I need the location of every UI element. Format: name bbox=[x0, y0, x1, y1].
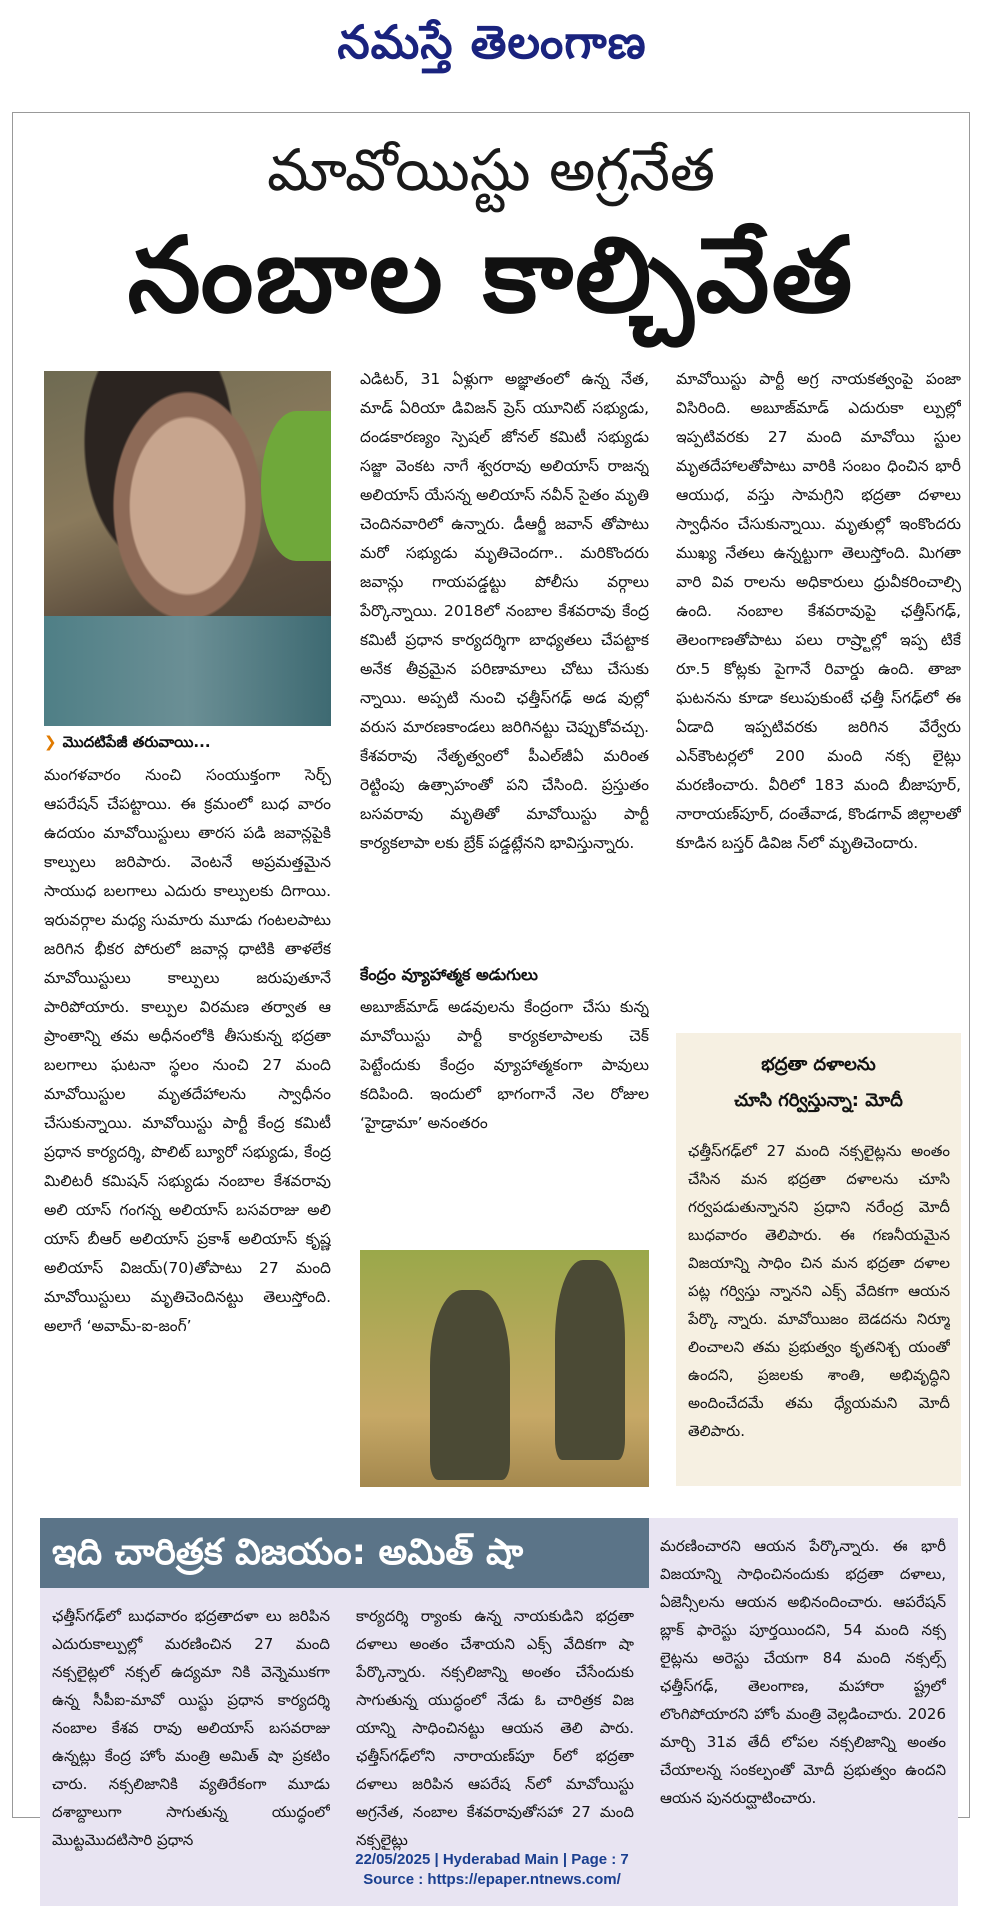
article-column-2: ఎడిటర్, 31 ఏళ్లుగా అజ్ఞాతంలో ఉన్న నేత, మాడ్ ఏరియా డివిజన్ ప్రెస్ యూనిట్ సభ్యుడు, దండకారణ్యం స్పెషల్ జోనల్ కమిటీ సభ్యుడు సజ్జా వెంకట నాగే శ్వరరావు అలియాస్ రాజన్న అలియాస్ యేసన్న అలియాస్ నవీన్ సైతం మృతి చెందినవారిలో ఉన్నారు. డీఆర్జీ జవాన్ తోపాటు మరో సభ్యుడు మృతిచెందగా.. మరికొందరు జవాన్లు గాయపడ్డట్టు పోలీసు వర్గాలు పేర్కొన్నాయి. 2018లో నంబాల కేశవరావు కేంద్ర కమిటీ ప్రధాన కార్యదర్శిగా బాధ్యతలు చేపట్టాక అనేక తీవ్రమైన పరిణామాలు చోటు చేసుకు న్నాయి. అప్పటి నుంచి ఛత్తీస్‌గఢ్ అడ వుల్లో వరుస మారణకాండలు జరిగినట్టు చెప్పుకోవచ్చు. కేశవరావు నేతృత్వంలో పీఎల్‌జీఏ మరింత రెట్టింపు ఉత్సాహంతో పని చేసింది. ప్రస్తుతం బసవరావు మృతితో మావోయిస్టు పార్టీ కార్యకలాపా లకు బ్రేక్ పడ్డట్లేనని భావిస్తున్నారు. bbox=[360, 370, 649, 852]
newspaper-logo: నమస్తే తెలంగాణ bbox=[337, 15, 647, 69]
masthead bbox=[0, 0, 984, 100]
article bbox=[12, 112, 970, 1849]
modi-title-line-1: భద్రతా దళాలను bbox=[761, 1054, 876, 1075]
footer-edition-info: 22/05/2025 | Hyderabad Main | Page : 7 bbox=[355, 1851, 629, 1868]
amit-shah-box-title: ఇది చారిత్రక విజయం: అమిత్ షా bbox=[40, 1518, 649, 1588]
amit-shah-column-2: కార్యదర్శి ర్యాంకు ఉన్న నాయకుడిని భద్రతా దళాలు అంతం చేశాయని ఎక్స్ వేదికగా షా పేర్కొన్నారు. నక్సలిజాన్ని అంతం చేసేందుకు సాగుతున్న యుద్ధంలో నేడు ఓ చారిత్రక విజ యాన్ని సాధించినట్టు ఆయన తెలి పారు. ఛత్తీస్‌గఢ్‌లోని నారాయణ్‌పూ ర్‌లో భద్రతా దళాలు జరిపిన ఆపరేష న్‌లో మావోయిస్టు అగ్రనేత, నంబాల కేశవరావుతోసహా 27 మంది నక్సలైట్లు bbox=[356, 1607, 634, 1849]
soldiers-photo bbox=[360, 1250, 649, 1487]
page-footer bbox=[0, 1850, 984, 1890]
continued-text: మొదటిపేజీ తరువాయి... bbox=[62, 733, 211, 751]
article-kicker: మావోయిస్టు అగ్రనేత bbox=[266, 136, 716, 204]
modi-sidebar-text: ఛత్తీస్‌గఢ్‌లో 27 మంది నక్సలైట్లను అంతం చేసిన మన భద్రతా దళాలను చూసి గర్వపడుతున్నానని ప్రధాని నరేంద్ర మోదీ బుధవారం తెలిపారు. ఈ గణనీయమైన విజయాన్ని సాధిం చిన మన భద్రతా దళాల పట్ల గర్విస్తు న్నానని ఎక్స్ వేదికగా ఆయన పేర్కొ న్నారు. మావోయిజం బెడదను నిర్మూ లించాలని తమ ప్రభుత్వం కృతనిశ్చ యంతో ఉందని, ప్రజలకు శాంతి, అభివృద్ధిని అందించేదమే తమ ధ్యేయమని మోదీ తెలిపారు. bbox=[688, 1142, 950, 1440]
photo-soldier-shape bbox=[555, 1260, 625, 1460]
continued-label bbox=[44, 733, 331, 755]
modi-sidebar bbox=[676, 1033, 961, 1486]
photo-soldier-shape bbox=[430, 1290, 510, 1480]
modi-sidebar-title bbox=[676, 1047, 961, 1119]
modi-title-line-2: చూసి గర్విస్తున్నా: మోదీ bbox=[734, 1090, 903, 1111]
article-column-3: మావోయిస్టు పార్టీ అగ్ర నాయకత్వంపై పంజా విసిరింది. అబూజ్‌మాడ్ ఎదురుకా ల్పుల్లో ఇప్పటివరకు 27 మంది మావోయి స్టుల మృతదేహాలతోపాటు వారికి సంబం ధించిన భారీ ఆయుధ, వస్తు సామగ్రిని భద్రతా దళాలు స్వాధీనం చేసుకున్నాయి. మృతుల్లో ఇంకొందరు ముఖ్య నేతలు ఉన్నట్టుగా తెలుస్తోంది. మిగతా వారి వివ రాలను అధికారులు ధ్రువీకరించాల్సి ఉంది. నంబాల కేశవరావుపై ఛత్తీస్‌గఢ్, తెలంగాణతోపాటు పలు రాష్ర్టాల్లో ఇప్ప టికే రూ.5 కోట్లకు పైగానే రివార్డు ఉంది. తాజా ఘటనను కూడా కలుపుకుంటే ఛత్తీ స్‌గఢ్‌లో ఈ ఏడాది ఇప్పటివరకు జరిగిన వేర్వేరు ఎన్‌కౌంటర్లలో 200 మంది నక్స లైట్లు మరణించారు. వీరిలో 183 మంది బీజాపూర్, నారాయణ్‌పూర్, దంతేవాడ, కొండగావ్ జిల్లాలతో కూడిన బస్తర్ డివిజ న్‌లో మృతిచెందారు. bbox=[676, 370, 961, 852]
section-subhead: కేంద్రం వ్యూహాత్మక అడుగులు bbox=[360, 965, 538, 984]
amit-shah-column-1: ఛత్తీస్‌గఢ్‌లో బుధవారం భద్రతాదళా లు జరిపిన ఎదురుకాల్పుల్లో మరణించిన 27 మంది నక్సలైట్లలో నక్సల్ ఉద్యమా నికి వెన్నెముకగా ఉన్న సీపీఐ-మావో యిస్టు ప్రధాన కార్యదర్శి నంబాల కేశవ రావు అలియాస్ బసవరాజు ఉన్నట్లు కేంద్ర హోం మంత్రి అమిత్ షా ప్రకటిం చారు. నక్సలిజానికి వ్యతిరేకంగా మూడు దశాబ్దాలుగా సాగుతున్న యుద్ధంలో మొట్టమొదటిసారి ప్రధాన bbox=[52, 1607, 330, 1849]
article-headline: నంబాల కాల్చివేత bbox=[127, 214, 855, 336]
chevron-right-icon: ❯ bbox=[44, 733, 57, 751]
article-column-1: మంగళవారం నుంచి సంయుక్తంగా సెర్చ్ ఆపరేషన్ చేపట్టాయి. ఈ క్రమంలో బుధ వారం ఉదయం మావోయిస్టులు తారస పడి జవాన్లపైకి కాల్పులు జరిపారు. వెంటనే అప్రమత్తమైన సాయుధ బలగాలు ఎదురు కాల్పులకు దిగాయి. ఇరువర్గాల మధ్య సుమారు మూడు గంటలపాటు జరిగిన భీకర పోరులో జవాన్ల ధాటికి తాళలేక మావోయిస్టులు కాల్పులు జరుపుతూనే పారిపోయారు. కాల్పుల విరమణ తర్వాత ఆ ప్రాంతాన్ని తమ అధీనంలోకి తీసుకున్న భద్రతా బలగాలు ఘటనా స్థలం నుంచి 27 మంది మావోయిస్టుల మృతదేహాలను స్వాధీనం చేసుకున్నాయి. మావోయిస్టు పార్టీ కేంద్ర కమిటీ ప్రధాన కార్యదర్శి, పొలిట్ బ్యూరో సభ్యుడు, కేంద్ర మిలిటరీ కమిషన్ సభ్యుడు నంబాల కేశవరావు అలి యాస్ గంగన్న అలియాస్ బసవరాజు అలి యాస్ బీఆర్ అలియాస్ ప్రకాశ్ అలియాస్ కృష్ణ అలియాస్ విజయ్(70)తోపాటు 27 మంది మావోయిస్టులు మృతిచెందినట్టు తెలుస్తోంది. అలాగే ‘అవామ్-ఐ-జంగ్’ bbox=[44, 766, 331, 1335]
photo-leaf-shape bbox=[261, 411, 331, 561]
portrait-photo bbox=[44, 371, 331, 726]
photo-shirt-shape bbox=[44, 616, 331, 726]
amit-shah-box bbox=[40, 1518, 958, 1906]
footer-source-link[interactable]: Source : https://epaper.ntnews.com/ bbox=[363, 1871, 621, 1888]
amit-shah-column-3: మరణించారని ఆయన పేర్కొన్నారు. ఈ భారీ విజయాన్ని సాధించినందుకు భద్రతా దళాలు, ఏజెన్సీలను ఆయన అభినందించారు. ఆపరేషన్ బ్లాక్ ఫారెస్టు పూర్తయిందని, 54 మంది నక్స లైట్లను అరెస్టు చేయగా 84 మంది నక్సల్స్ ఛత్తీస్‌గఢ్, తెలంగాణ, మహారా ష్ట్రలో లొంగిపోయారని హోం మంత్రి వెల్లడించారు. 2026 మార్చి 31వ తేదీ లోపల నక్సలిజాన్ని అంతం చేయాలన్న సంకల్పంతో మోదీ ప్రభుత్వం ఉందని ఆయన పునరుద్ఘాటించారు. bbox=[660, 1537, 946, 1807]
article-column-2b: అబూజ్‌మాడ్ అడవులను కేంద్రంగా చేసు కున్న మావోయిస్టు పార్టీ కార్యకలాపాలకు చెక్ పెట్టేందుకు కేంద్రం వ్యూహాత్మకంగా పావులు కదిపింది. ఇందులో భాగంగానే నెల రోజుల ‘హైడ్రామా’ అనంతరం bbox=[360, 998, 649, 1132]
